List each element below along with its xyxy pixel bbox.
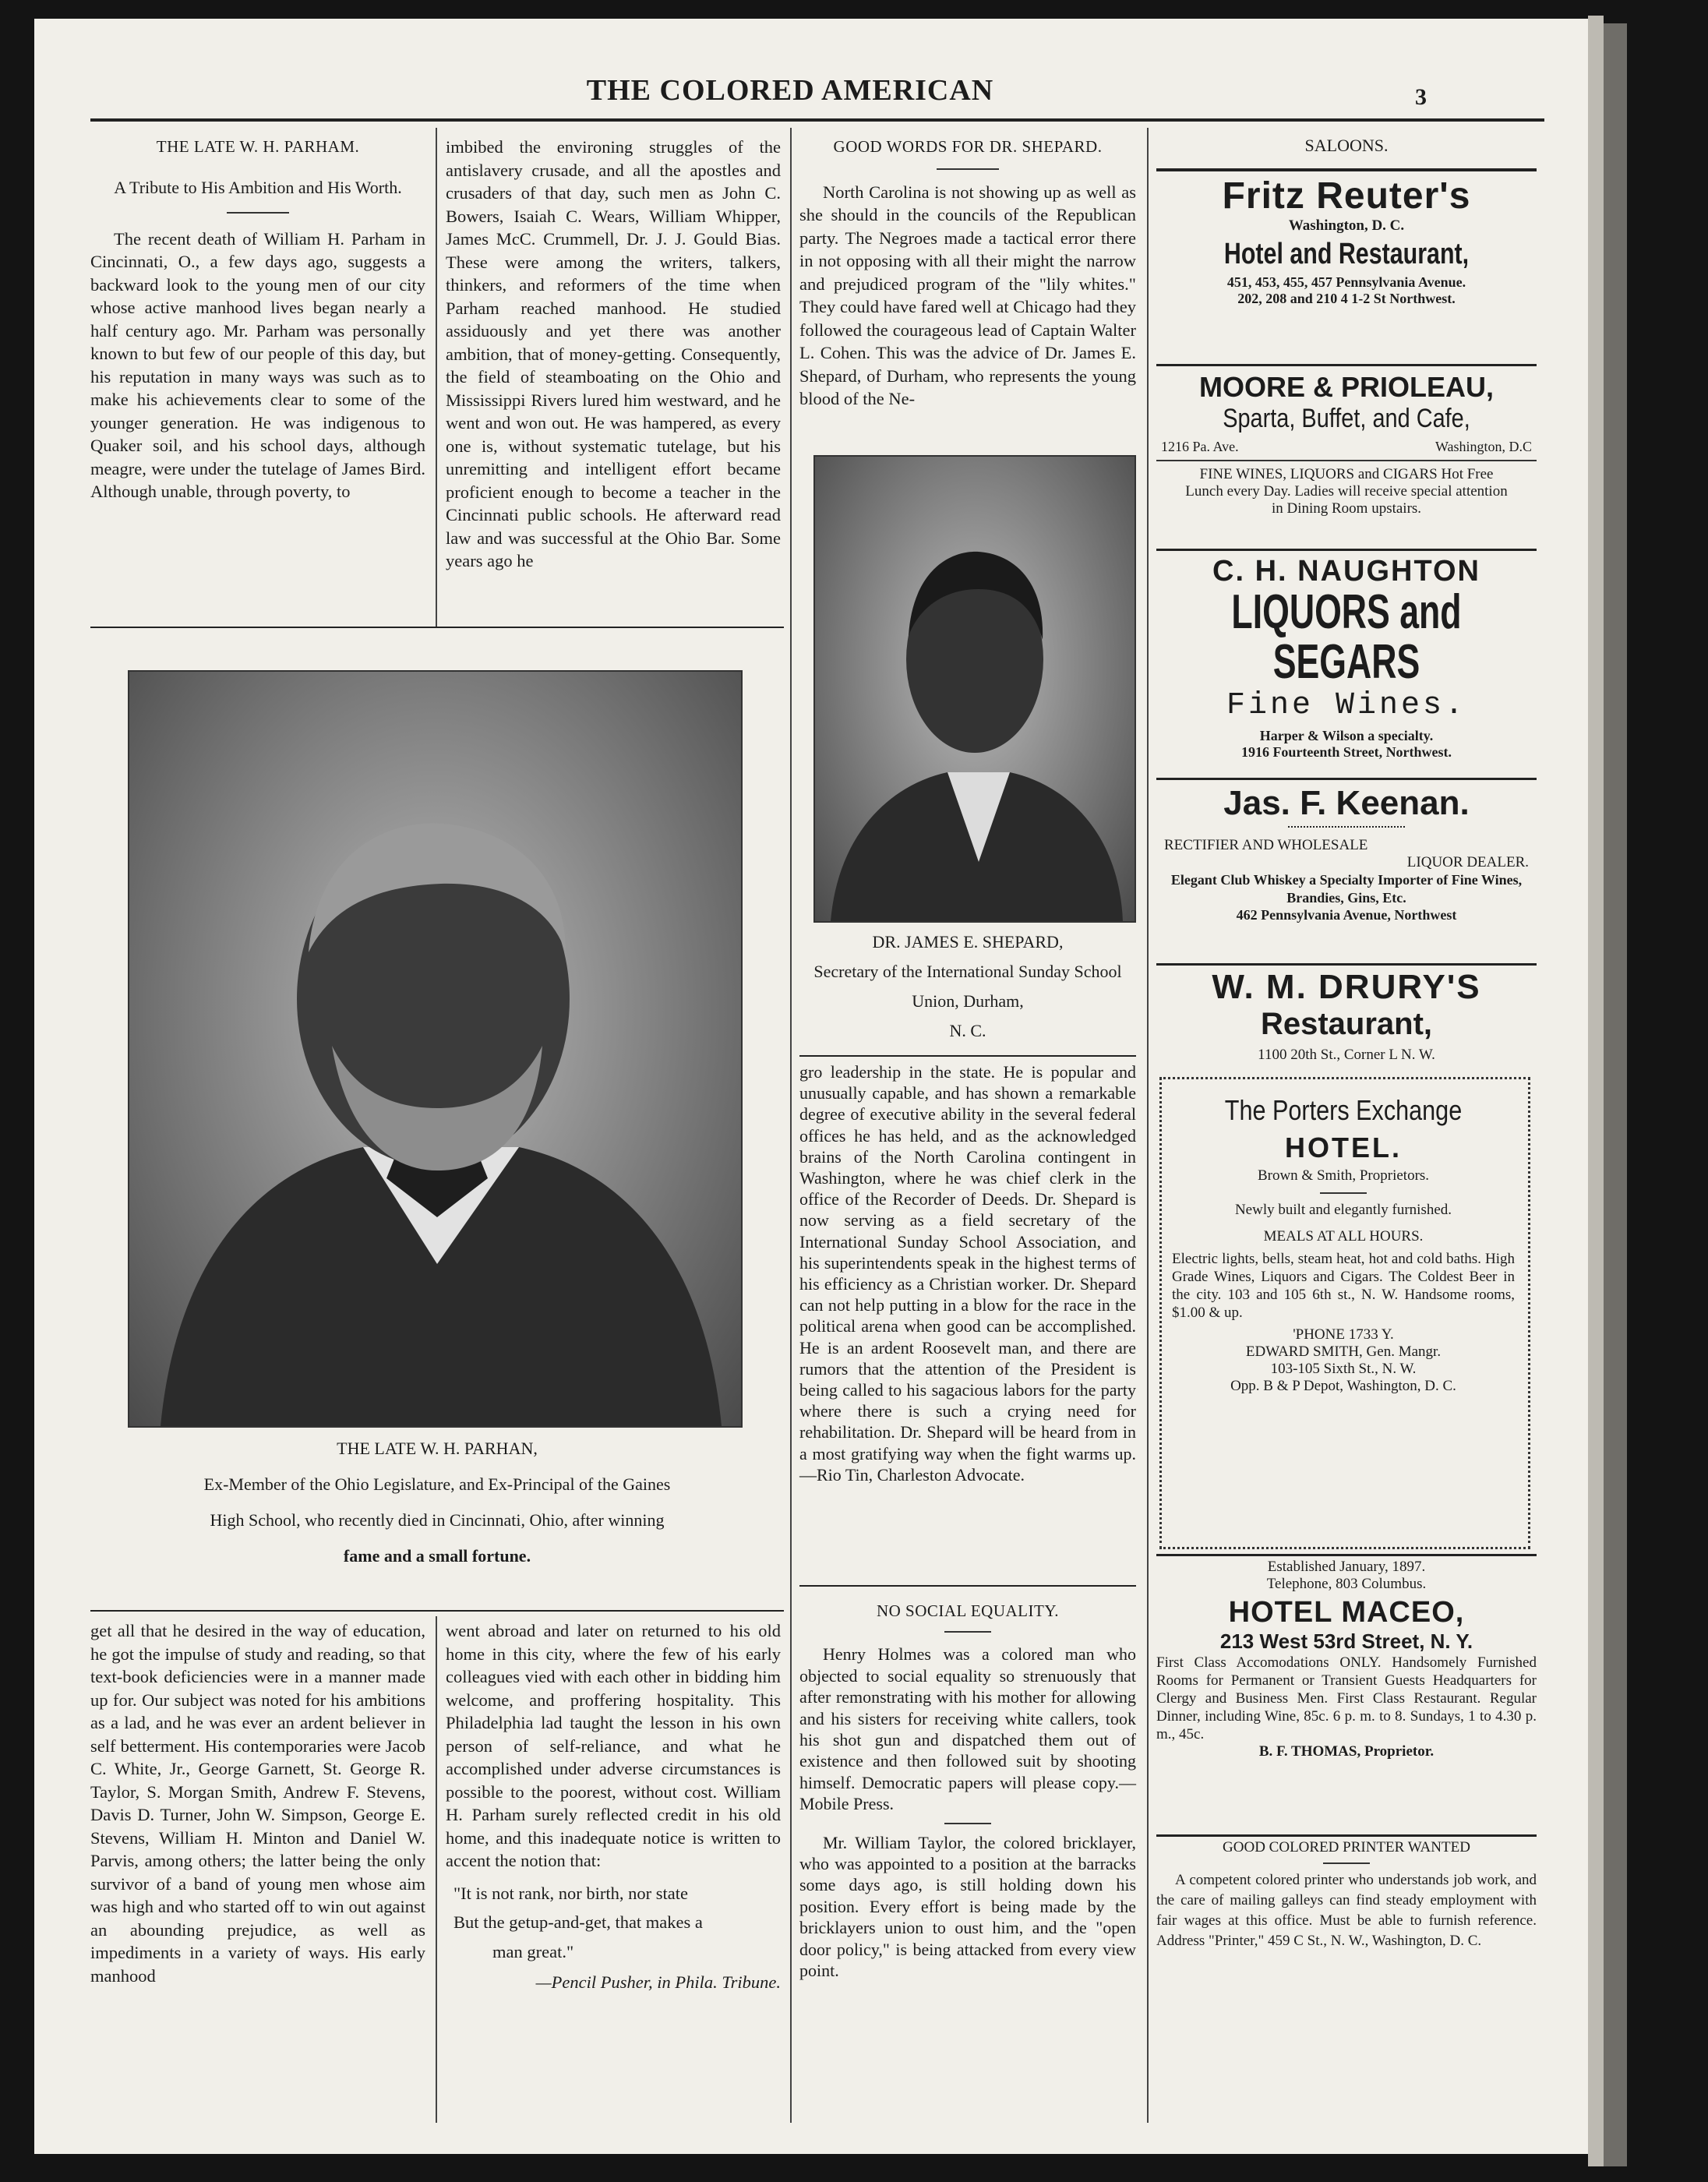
section-rule: [90, 1610, 784, 1612]
saloons-heading: SALOONS.: [1304, 136, 1389, 155]
quote-line: But the getup-and-get, that makes a: [453, 1912, 703, 1932]
ad-address: 451, 453, 455, 457 Pennsylvania Avenue.: [1226, 274, 1466, 290]
ad-rule: [1156, 963, 1537, 966]
divider: [1323, 1862, 1370, 1864]
shepard-article: [799, 136, 1136, 411]
column-divider: [790, 128, 792, 2123]
ad-title: LIQUORS and: [1231, 585, 1462, 639]
divider: [1320, 1192, 1367, 1194]
article-paragraph: The recent death of William H. Parham in Cincinnati, O., a few days ago, suggests a backward look to the young men of our city whose active manhood lives began nearly a half century ago. Mr. Parham was personally known to but few of our people of this day, but his reputation in many ways was such as to make his achievements clear to some of the younger generation. He was indigenous to Quaker soil, and his school days, although meagre, were under the tutelage of James Bird. Although unable, through poverty, to: [90, 228, 425, 501]
ad-text: Elegant Club Whiskey a Specialty Importer of Fine Wines, Brandies, Gins, Etc.: [1170, 872, 1523, 906]
caption-line: DR. JAMES E. SHEPARD,: [872, 932, 1064, 952]
parham-article-col1: [90, 136, 425, 503]
quote-line: man great.": [492, 1941, 574, 1961]
ad-text: MEALS AT ALL HOURS.: [1263, 1228, 1424, 1245]
reuter-ad: [1156, 175, 1537, 307]
section-rule: [90, 627, 784, 628]
column-divider: [436, 1616, 437, 2123]
ad-text: Telephone, 803 Columbus.: [1266, 1576, 1427, 1592]
article-paragraph: North Carolina is not showing up as well as she should in the councils of the Republican party. The Negroes made a tactical error there in not opposing with all their might the narrow and prejudiced program of the "lily whites." They could have fared well at Chicago had they followed the courageous lead of Captain Walter L. Cohen. This was the advice of Dr. James E. Shepard, of Durham, who represents the young blood of the Ne-: [799, 182, 1136, 408]
ad-text: B. F. THOMAS, Proprietor.: [1258, 1743, 1435, 1760]
ad-address-row: [1161, 439, 1532, 455]
ad-phone: 'PHONE 1733 Y.: [1293, 1326, 1394, 1343]
divider: [227, 212, 289, 214]
caption-line: N. C.: [949, 1021, 986, 1040]
ad-address: 202, 208 and 210 4 1-2 St Northwest.: [1237, 291, 1456, 306]
ad-text: EDWARD SMITH, Gen. Mangr.: [1245, 1343, 1442, 1360]
ad-rule: [1156, 1834, 1537, 1837]
ad-subtitle: Fine Wines.: [1226, 688, 1467, 723]
caption-line: Ex-Member of the Ohio Legislature, and Ex-Principal of the Gaines: [203, 1474, 671, 1494]
ad-name: C. H. NAUGHTON: [1212, 555, 1480, 588]
ad-address: 103-105 Sixth St., N. W.: [1270, 1361, 1417, 1377]
divider: [944, 1823, 991, 1824]
ad-name: W. M. DRURY'S: [1212, 968, 1481, 1006]
caption-line: THE LATE W. H. PARHAN,: [337, 1439, 538, 1458]
ad-address: Opp. B & P Depot, Washington, D. C.: [1230, 1378, 1456, 1394]
ad-text: FINE WINES, LIQUORS and CIGARS Hot Free Lunch every Day. Ladies will receive special attention in Dining Room upstairs.: [1185, 466, 1508, 517]
ad-rule: [1156, 1554, 1537, 1556]
parham-caption: [90, 1431, 784, 1574]
ad-title: Restaurant,: [1260, 1007, 1433, 1041]
section-rule: [799, 1055, 1136, 1057]
ad-city: Washington, D.C: [1435, 439, 1532, 454]
ad-rule: [1156, 778, 1537, 780]
ad-name: MOORE & PRIOLEAU,: [1198, 371, 1494, 403]
ad-rule: [1156, 364, 1537, 366]
ad-title: Sparta, Buffet, and Cafe,: [1223, 404, 1470, 433]
ad-text: Newly built and elegantly furnished.: [1234, 1202, 1452, 1218]
maceo-ad: [1156, 1559, 1537, 1760]
ad-name: Jas. F. Keenan.: [1223, 784, 1470, 822]
quote-line: "It is not rank, nor birth, nor state: [453, 1883, 689, 1903]
ad-title: SEGARS: [1272, 635, 1420, 689]
parham-portrait: [128, 670, 743, 1428]
page-number: 3: [1415, 84, 1427, 110]
naughton-ad: [1156, 555, 1537, 761]
caption-line: High School, who recently died in Cincinnati, Ohio, after winning: [210, 1510, 665, 1530]
printer-ad: [1156, 1839, 1537, 1951]
ad-name: Fritz Reuter's: [1222, 175, 1471, 217]
ad-rule: [1156, 549, 1537, 551]
parham-article-col1-continued: [90, 1619, 425, 1987]
newspaper-page: [34, 19, 1588, 2154]
article-subheading: A Tribute to His Ambition and His Worth.: [114, 177, 402, 197]
ad-address: 1100 20th St., Corner L N. W.: [1258, 1047, 1435, 1063]
ad-text: RECTIFIER AND WHOLESALE: [1164, 837, 1368, 853]
portrait-illustration: [129, 672, 741, 1426]
ad-text: Brown & Smith, Proprietors.: [1257, 1167, 1430, 1184]
ad-text: Harper & Wilson a specialty.: [1259, 728, 1434, 743]
caption-line: fame and a small fortune.: [343, 1546, 531, 1566]
ad-title: GOOD COLORED PRINTER WANTED: [1223, 1839, 1470, 1855]
ad-title: HOTEL.: [1285, 1132, 1402, 1163]
ad-text: LIQUOR DEALER.: [1406, 854, 1529, 870]
masthead: THE COLORED AMERICAN: [586, 74, 994, 107]
drury-ad: [1156, 968, 1537, 1064]
article-paragraph: get all that he desired in the way of education, he got the impulse of study and reading, so that text-book deficiencies were in a manner made up for. Our subject was noted for his ambitions as a lad, and he was ever an ardent believer in self betterment. His contemporaries were Jacob C. White, Jr., George Garnett, St. George R. Taylor, S. Morgan Smith, Andrew F. Stevens, Davis D. Turner, John W. Simpson, George E. Stevens, William H. Minton and Daniel W. Parvis, among others; the latter being the only survivor of a band of young men whose aim was high and who started off to win out against an abounding prejudice, as well as impediments in a variety of ways. His early manhood: [90, 1621, 425, 1986]
page-edge: [1588, 16, 1604, 2166]
parham-article-col2-continued: [446, 1619, 781, 1994]
article-paragraph: went abroad and later on returned to his old home in this city, where the few of his early colleagues vied with each other in bidding him welcome, and proffering hospitality. This Philadelphia lad taught the lesson in his own person of self-reliance, and what he accomplished under adverse circumstances is possible to the poorest, without cost. William H. Parham surely reflected credit in his old home, and this inadequate notice is written to accent the notion that:: [446, 1621, 781, 1870]
article-paragraph: Mr. William Taylor, the colored bricklayer, who was appointed to a position at the barracks some days ago, is still holding down his position. Every effort is being made by the bricklayers union to oust him, and the "open door policy," is being attacked from every view point.: [799, 1832, 1136, 1981]
portrait-illustration: [815, 457, 1135, 921]
article-heading: THE LATE W. H. PARHAM.: [156, 137, 360, 156]
divider: [1156, 460, 1537, 461]
divider: [1288, 826, 1405, 831]
article-paragraph: Henry Holmes was a colored man who objected to social equality so strenuously that after remonstrating with his mother for allowing and his sisters for receiving white callers, took his shot gun and dispatched them out of existence and then followed suit by shooting himself. Democratic papers will please copy.—Mobile Press.: [799, 1644, 1136, 1814]
column-divider: [1147, 128, 1149, 2123]
section-rule: [799, 1585, 1136, 1587]
ad-city: Washington, D. C.: [1288, 217, 1405, 234]
masthead-rule: [90, 118, 1544, 122]
ad-text: A competent colored printer who understands job work, and the care of mailing galleys can find steady employment with fair wages at this office. Must be able to furnish reference. Address "Printer," 459 C St., N. W., Washington, D. C.: [1156, 1872, 1537, 1949]
attribution: —Pencil Pusher, in Phila. Tribune.: [535, 1972, 781, 1992]
column-divider: [436, 128, 437, 627]
caption-line: Secretary of the International Sunday School Union, Durham,: [813, 962, 1122, 1011]
divider: [937, 168, 999, 170]
ad-name: The Porters Exchange: [1224, 1094, 1463, 1126]
social-equality-article: [799, 1601, 1136, 1982]
shepard-portrait: [813, 455, 1136, 923]
ad-text: Established January, 1897.: [1267, 1559, 1426, 1575]
keenan-ad: [1156, 784, 1537, 923]
ad-text: Electric lights, bells, steam heat, hot and cold baths. High Grade Wines, Liquors and Cigars. The Coldest Beer in the city. 103 and 105 6th st., N. W. Handsome rooms, $1.00 & up.: [1172, 1251, 1515, 1321]
parham-article-col2: [446, 136, 781, 573]
article-heading: NO SOCIAL EQUALITY.: [876, 1601, 1060, 1620]
porters-ad: [1172, 1094, 1515, 1395]
divider: [944, 1631, 991, 1633]
article-paragraph: gro leadership in the state. He is popular and unusually capable, and has shown a remarkable degree of executive ability in the several federal offices he has held, and as the acknowledged brains of the North Carolina contingent in Washington, where he was chief clerk in the office of the Recorder of Deeds. Dr. Shepard is now serving as a field secretary of the International Sunday School Association, and his superintendents speak in the highest terms of his efficiency as a Christian worker. Dr. Shepard can not help putting in a blow for the race in the political arena when good can be accomplished. He is an ardent Roosevelt man, and there are rumors that the attention of the President is being called to his sagacious labors for the party where there is such a crying need for rehabilitation. Dr. Shepard will be heard from in a most gratifying way when the fight warms up.—Rio Tin, Charleston Advocate.: [799, 1062, 1136, 1485]
ad-text: 1916 Fourteenth Street, Northwest.: [1240, 744, 1452, 760]
shepard-caption: [799, 927, 1136, 1046]
binding-shadow: [1604, 23, 1627, 2166]
ad-title: Hotel and Restaurant,: [1223, 238, 1470, 270]
ad-rule: [1156, 168, 1537, 171]
ad-address: 1216 Pa. Ave.: [1161, 439, 1239, 454]
ad-address: 213 West 53rd Street, N. Y.: [1219, 1629, 1473, 1653]
ad-text: First Class Accomodations ONLY. Handsomely Furnished Rooms for Permanent or Transient Guests Headquarters for Clergy and Business Men. First Class Restaurant. Regular Dinner, including Wine, 85c. 6 p. m. to 8. Sundays, 1 to 4.30 p. m., 45c.: [1156, 1654, 1537, 1742]
article-heading: GOOD WORDS FOR DR. SHEPARD.: [833, 137, 1103, 156]
shepard-article-continued: [799, 1061, 1136, 1485]
ad-address: 462 Pennsylvania Avenue, Northwest: [1236, 907, 1457, 923]
moore-ad: [1156, 371, 1537, 517]
article-paragraph: imbibed the environing struggles of the antislavery crusade, and all the apostles and crusaders of that day, such men as John C. Bowers, Isaiah C. Wears, William Whipper, James McC. Crummell, Dr. J. J. Gould Bias. These were among the writers, talkers, thinkers, and reformers of the time when Parham reached manhood. He studied assiduously and yet there was another ambition, that of money-getting. Consequently, the field of steamboating on the Ohio and Mississippi Rivers lured him westward, and he went and won out. He was hampered, as every one is, without systematic tutelage, but his unremitting and intelligent effort became proficient enough to become a teacher in the Cincinnati public schools. He afterward read law and was successful at the Ohio Bar. Some years ago he: [446, 137, 781, 570]
ad-name: HOTEL MACEO,: [1228, 1596, 1465, 1629]
